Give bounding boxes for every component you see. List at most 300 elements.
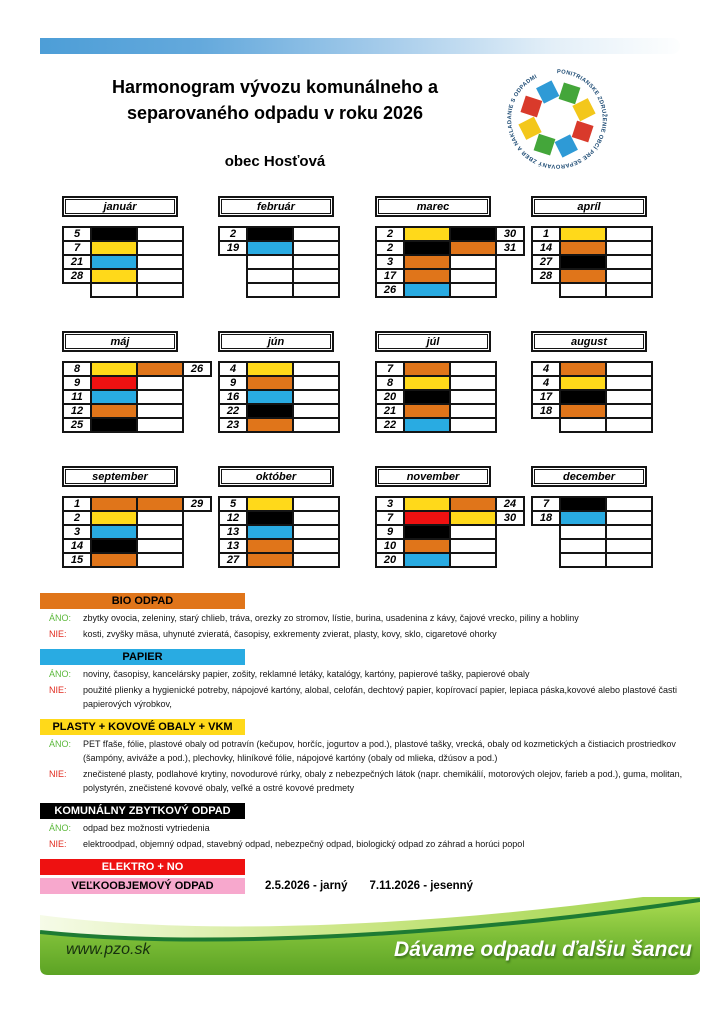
date-cell: 14 <box>63 539 91 553</box>
date-cell: 1 <box>532 227 560 241</box>
waste-cell-papier <box>91 390 137 404</box>
footer-banner <box>40 897 700 975</box>
schedule-row <box>63 511 211 525</box>
legend-item-key: ÁNO: <box>49 823 72 833</box>
empty-cell <box>606 241 652 255</box>
waste-cell-komunalny <box>91 418 137 432</box>
waste-cell-bio <box>404 539 450 553</box>
legend-item <box>40 611 690 625</box>
date-cell: 20 <box>376 553 404 567</box>
date-cell: 21 <box>376 404 404 418</box>
date-cell: 5 <box>219 497 247 511</box>
bulky-waste-row <box>40 878 690 894</box>
date-cell: 23 <box>219 418 247 432</box>
schedule-row <box>63 404 211 418</box>
month-table <box>531 226 653 298</box>
waste-cell-plasty <box>404 376 450 390</box>
schedule-row <box>376 511 524 525</box>
schedule-row <box>63 497 211 511</box>
legend-item-text: zbytky ovocia, zeleniny, starý chlieb, tráva, orezky zo stromov, lístie, burina, usadenina z kávy, čajové vrecko, piliny a hobliny <box>83 613 579 623</box>
legend-section <box>40 649 690 711</box>
schedule-row <box>219 390 339 404</box>
waste-cell-elektro <box>404 511 450 525</box>
waste-cell-bio <box>560 362 606 376</box>
empty-cell <box>137 525 183 539</box>
date-cell: 22 <box>219 404 247 418</box>
waste-cell-komunalny <box>560 255 606 269</box>
empty-cell <box>137 376 183 390</box>
month-header <box>375 331 491 352</box>
schedule-row <box>376 539 524 553</box>
schedule-row <box>376 553 524 567</box>
month-name: apríl <box>534 199 644 214</box>
schedule-row <box>219 497 339 511</box>
empty-cell <box>606 418 652 432</box>
waste-cell-papier <box>247 241 293 255</box>
empty-cell <box>450 539 496 553</box>
waste-cell-elektro <box>91 376 137 390</box>
schedule-row <box>532 362 652 376</box>
date-cell: 13 <box>219 539 247 553</box>
schedule-row <box>532 553 652 567</box>
waste-cell-plasty <box>560 376 606 390</box>
waste-cell-bio <box>404 404 450 418</box>
schedule-row <box>219 376 339 390</box>
schedule-row <box>376 255 524 269</box>
empty-cell <box>293 553 339 567</box>
schedule-row <box>63 525 211 539</box>
waste-cell-plasty <box>247 497 293 511</box>
date-cell <box>532 553 560 567</box>
date-cell: 17 <box>376 269 404 283</box>
month-table <box>62 226 184 298</box>
empty-cell <box>137 227 183 241</box>
date-cell <box>532 525 560 539</box>
legend-section <box>40 859 690 875</box>
date-cell: 5 <box>63 227 91 241</box>
schedule-row <box>63 539 211 553</box>
logo-ring-text: PONITRIANSKE ZDRUŽENIE OBCÍ PRE SEPAROVANÝ ZBER A NAKLADANIE S ODPADMI <box>507 69 607 169</box>
date-cell: 28 <box>532 269 560 283</box>
bulky-collection-date: 2.5.2026 - jarný <box>265 880 348 892</box>
schedule-row <box>219 553 339 567</box>
empty-cell <box>293 390 339 404</box>
schedule-row <box>219 511 339 525</box>
schedule-row <box>219 539 339 553</box>
waste-cell-bio <box>91 404 137 418</box>
date-cell: 9 <box>219 376 247 390</box>
schedule-row <box>63 553 211 567</box>
empty-cell <box>91 283 137 297</box>
month-5 <box>62 331 212 433</box>
empty-cell <box>606 525 652 539</box>
empty-cell <box>137 269 183 283</box>
waste-cell-plasty <box>450 511 496 525</box>
empty-cell <box>450 418 496 432</box>
month-name: november <box>378 469 488 484</box>
date-cell: 13 <box>219 525 247 539</box>
schedule-row <box>63 227 183 241</box>
schedule-row <box>376 283 524 297</box>
date-cell: 3 <box>376 497 404 511</box>
date-cell: 25 <box>63 418 91 432</box>
schedule-row <box>63 376 211 390</box>
schedule-row <box>63 283 183 297</box>
month-name: február <box>221 199 331 214</box>
bulky-collection-date: 7.11.2026 - jesenný <box>369 880 474 892</box>
month-9 <box>62 466 212 568</box>
date-cell: 4 <box>532 362 560 376</box>
date-cell: 9 <box>376 525 404 539</box>
legend-item-key: NIE: <box>49 685 67 695</box>
empty-cell <box>606 255 652 269</box>
date-cell <box>219 255 247 269</box>
month-name: október <box>221 469 331 484</box>
waste-cell-papier <box>404 418 450 432</box>
date-cell <box>63 283 91 297</box>
waste-cell-papier <box>91 525 137 539</box>
legend-item <box>40 683 690 711</box>
empty-cell <box>450 404 496 418</box>
month-2 <box>218 196 340 298</box>
schedule-row <box>219 418 339 432</box>
waste-cell-plasty <box>91 362 137 376</box>
empty-cell <box>293 539 339 553</box>
date-cell: 12 <box>219 511 247 525</box>
month-table <box>218 226 340 298</box>
date-cell-extra: 31 <box>496 241 524 255</box>
date-cell <box>532 283 560 297</box>
date-cell: 3 <box>63 525 91 539</box>
legend-item-key: ÁNO: <box>49 739 72 749</box>
schedule-row <box>532 255 652 269</box>
schedule-row <box>63 418 211 432</box>
month-12 <box>531 466 653 568</box>
schedule-row <box>532 525 652 539</box>
month-1 <box>62 196 184 298</box>
schedule-row <box>376 362 496 376</box>
month-header <box>62 196 178 217</box>
legend-item-text: znečistené plasty, podlahové krytiny, novodurové rúrky, obaly z nebezpečných látok (napr. chemikálií, motorových olejov, farieb a pod.), guma, molitan, polystyrén, znečistené kovové obaly, veľké a ostré kovové predmety <box>83 769 683 793</box>
month-header <box>531 466 647 487</box>
waste-cell-plasty <box>91 241 137 255</box>
empty-cell <box>293 497 339 511</box>
waste-cell-komunalny <box>560 390 606 404</box>
empty-cell <box>137 283 183 297</box>
schedule-row <box>376 418 496 432</box>
empty-cell <box>137 404 183 418</box>
date-cell: 14 <box>532 241 560 255</box>
schedule-row <box>376 497 524 511</box>
date-cell: 7 <box>63 241 91 255</box>
date-cell-extra: 30 <box>496 511 524 525</box>
empty-cell <box>137 390 183 404</box>
waste-cell-komunalny <box>450 227 496 241</box>
empty-cell <box>137 553 183 567</box>
page-title-line2: separovaného odpadu v roku 2026 <box>126 103 424 123</box>
legend-item-text: PET fľaše, fólie, plastové obaly od potravín (kečupov, horčíc, jogurtov a pod.), plastové tašky, vrecká, obaly od kozmetických a čistiacich prostriedkov (šampóny, aviváže a pod.), plechovky, hliníkové fólie, nápojové kartóny (obaly od mlieka, džúsov a pod.) <box>83 739 676 763</box>
legend-item <box>40 837 690 851</box>
schedule-row <box>532 241 652 255</box>
month-table <box>218 496 340 568</box>
schedule-row <box>219 241 339 255</box>
month-3 <box>375 196 525 298</box>
empty-cell <box>450 376 496 390</box>
waste-cell-komunalny <box>404 525 450 539</box>
waste-cell-papier <box>247 390 293 404</box>
date-cell: 11 <box>63 390 91 404</box>
legend-item <box>40 821 690 835</box>
month-6 <box>218 331 340 433</box>
waste-cell-komunalny <box>247 404 293 418</box>
empty-cell <box>293 241 339 255</box>
empty-cell <box>247 269 293 283</box>
legend-item-text: noviny, časopisy, kancelársky papier, zošity, reklamné letáky, katalógy, kartóny, papierové tašky, papierové obaly <box>83 669 530 679</box>
date-cell: 27 <box>219 553 247 567</box>
waste-cell-bio <box>404 362 450 376</box>
legend-item-text: použité plienky a hygienické potreby, nápojové kartóny, alobal, celofán, dechtový papier, kopírovací papier, lepiaca páska,kovové alebo plastové časti papierových výrobkov, <box>83 685 678 709</box>
month-header <box>375 196 491 217</box>
empty-cell <box>606 376 652 390</box>
month-4 <box>531 196 653 298</box>
waste-cell-bio <box>450 497 496 511</box>
schedule-row <box>219 525 339 539</box>
empty-cell <box>606 227 652 241</box>
waste-cell-komunalny <box>91 539 137 553</box>
date-cell: 1 <box>63 497 91 511</box>
schedule-row <box>532 269 652 283</box>
waste-cell-komunalny <box>247 227 293 241</box>
waste-cell-plasty <box>404 227 450 241</box>
date-cell: 3 <box>376 255 404 269</box>
schedule-row <box>219 269 339 283</box>
schedule-row <box>219 283 339 297</box>
schedule-row <box>63 390 211 404</box>
legend-item-key: NIE: <box>49 769 67 779</box>
empty-cell <box>450 283 496 297</box>
schedule-row <box>63 362 211 376</box>
schedule-row <box>376 525 524 539</box>
schedule-row <box>376 404 496 418</box>
date-cell-extra: 30 <box>496 227 524 241</box>
schedule-row <box>532 418 652 432</box>
month-header <box>62 466 178 487</box>
waste-cell-plasty <box>404 497 450 511</box>
schedule-row <box>219 255 339 269</box>
date-cell: 4 <box>219 362 247 376</box>
waste-cell-bio <box>247 553 293 567</box>
month-table <box>531 361 653 433</box>
empty-cell <box>293 525 339 539</box>
legend-title: KOMUNÁLNY ZBYTKOVÝ ODPAD <box>40 803 245 819</box>
legend-section <box>40 803 690 851</box>
month-table <box>218 361 340 433</box>
legend-title: VEĽKOOBJEMOVÝ ODPAD <box>40 878 245 894</box>
waste-cell-papier <box>404 283 450 297</box>
schedule-row <box>63 269 183 283</box>
legend-item-key: NIE: <box>49 839 67 849</box>
waste-cell-papier <box>247 525 293 539</box>
date-cell: 8 <box>376 376 404 390</box>
empty-cell <box>560 283 606 297</box>
legend-item-text: kosti, zvyšky mäsa, uhynuté zvieratá, časopisy, exkrementy zvierat, plasty, kovy, sklo, cigaretové ohorky <box>83 629 497 639</box>
month-header <box>62 331 178 352</box>
legend-item-text: elektroodpad, objemný odpad, stavebný odpad, nebezpečný odpad, biologický odpad zo záhrad a horúci popol <box>83 839 525 849</box>
waste-cell-komunalny <box>404 241 450 255</box>
empty-cell <box>606 511 652 525</box>
legend <box>40 593 690 902</box>
month-header <box>218 196 334 217</box>
date-cell: 22 <box>376 418 404 432</box>
empty-cell <box>560 525 606 539</box>
waste-cell-bio <box>404 255 450 269</box>
legend-item <box>40 627 690 641</box>
legend-item <box>40 667 690 681</box>
date-cell <box>532 539 560 553</box>
date-cell: 7 <box>376 362 404 376</box>
waste-cell-komunalny <box>91 227 137 241</box>
date-cell: 4 <box>532 376 560 390</box>
date-cell: 18 <box>532 511 560 525</box>
legend-title: ELEKTRO + NO <box>40 859 245 875</box>
date-cell-extra: 26 <box>183 362 211 376</box>
schedule-row <box>219 362 339 376</box>
empty-cell <box>450 362 496 376</box>
waste-cell-bio <box>91 497 137 511</box>
date-cell-extra: 24 <box>496 497 524 511</box>
waste-cell-papier <box>404 553 450 567</box>
empty-cell <box>293 418 339 432</box>
date-cell-extra: 29 <box>183 497 211 511</box>
month-table <box>62 361 212 433</box>
month-10 <box>218 466 340 568</box>
date-cell: 21 <box>63 255 91 269</box>
waste-cell-papier <box>560 511 606 525</box>
date-cell: 26 <box>376 283 404 297</box>
waste-cell-komunalny <box>560 497 606 511</box>
date-cell: 12 <box>63 404 91 418</box>
schedule-row <box>376 241 524 255</box>
date-cell <box>219 283 247 297</box>
legend-title: PLASTY + KOVOVÉ OBALY + VKM <box>40 719 245 735</box>
schedule-row <box>532 283 652 297</box>
month-header <box>218 466 334 487</box>
date-cell: 7 <box>376 511 404 525</box>
empty-cell <box>293 255 339 269</box>
waste-cell-plasty <box>91 511 137 525</box>
empty-cell <box>137 241 183 255</box>
schedule-row <box>63 241 183 255</box>
waste-cell-plasty <box>91 269 137 283</box>
empty-cell <box>293 404 339 418</box>
schedule-row <box>532 376 652 390</box>
date-cell: 2 <box>219 227 247 241</box>
waste-cell-komunalny <box>247 511 293 525</box>
legend-section <box>40 593 690 641</box>
empty-cell <box>560 418 606 432</box>
legend-title: BIO ODPAD <box>40 593 245 609</box>
schedule-row <box>219 404 339 418</box>
month-name: jún <box>221 334 331 349</box>
empty-cell <box>137 255 183 269</box>
month-header <box>531 196 647 217</box>
waste-cell-plasty <box>247 362 293 376</box>
date-cell: 15 <box>63 553 91 567</box>
month-header <box>375 466 491 487</box>
month-11 <box>375 466 525 568</box>
waste-cell-bio <box>560 269 606 283</box>
legend-title: PAPIER <box>40 649 245 665</box>
date-cell: 16 <box>219 390 247 404</box>
date-cell: 27 <box>532 255 560 269</box>
footer-slogan: Dávame odpadu ďalšiu šancu <box>394 938 692 961</box>
waste-cell-papier <box>91 255 137 269</box>
month-table <box>62 496 212 568</box>
empty-cell <box>606 283 652 297</box>
month-8 <box>531 331 653 433</box>
page-title-line1: Harmonogram vývozu komunálneho a <box>111 77 439 97</box>
date-cell: 2 <box>376 241 404 255</box>
month-name: august <box>534 334 644 349</box>
date-cell: 17 <box>532 390 560 404</box>
legend-item-key: NIE: <box>49 629 67 639</box>
empty-cell <box>293 362 339 376</box>
schedule-row <box>376 227 524 241</box>
date-cell: 20 <box>376 390 404 404</box>
waste-cell-bio <box>560 241 606 255</box>
month-header <box>218 331 334 352</box>
waste-cell-bio <box>247 418 293 432</box>
schedule-row <box>532 497 652 511</box>
month-table <box>375 361 497 433</box>
date-cell: 10 <box>376 539 404 553</box>
empty-cell <box>450 390 496 404</box>
municipality-name: obec Hosťová <box>224 153 326 170</box>
waste-cell-bio <box>404 269 450 283</box>
website-link[interactable]: www.pzo.sk <box>66 941 151 958</box>
legend-item <box>40 767 690 795</box>
date-cell <box>532 418 560 432</box>
empty-cell <box>137 539 183 553</box>
schedule-row <box>532 511 652 525</box>
legend-item <box>40 737 690 765</box>
footer-wave <box>40 897 700 975</box>
date-cell: 2 <box>376 227 404 241</box>
schedule-row <box>532 404 652 418</box>
empty-cell <box>606 539 652 553</box>
waste-cell-bio <box>91 553 137 567</box>
schedule-row <box>219 227 339 241</box>
month-table <box>375 496 525 568</box>
waste-cell-bio <box>247 376 293 390</box>
date-cell: 2 <box>63 511 91 525</box>
waste-cell-plasty <box>560 227 606 241</box>
waste-cell-bio <box>560 404 606 418</box>
date-cell: 7 <box>532 497 560 511</box>
empty-cell <box>606 553 652 567</box>
legend-item-key: ÁNO: <box>49 669 72 679</box>
month-table <box>375 226 525 298</box>
empty-cell <box>560 553 606 567</box>
schedule-row <box>63 255 183 269</box>
waste-cell-bio <box>247 539 293 553</box>
date-cell: 19 <box>219 241 247 255</box>
empty-cell <box>293 283 339 297</box>
month-header <box>531 331 647 352</box>
month-name: január <box>65 199 175 214</box>
empty-cell <box>606 404 652 418</box>
month-7 <box>375 331 497 433</box>
